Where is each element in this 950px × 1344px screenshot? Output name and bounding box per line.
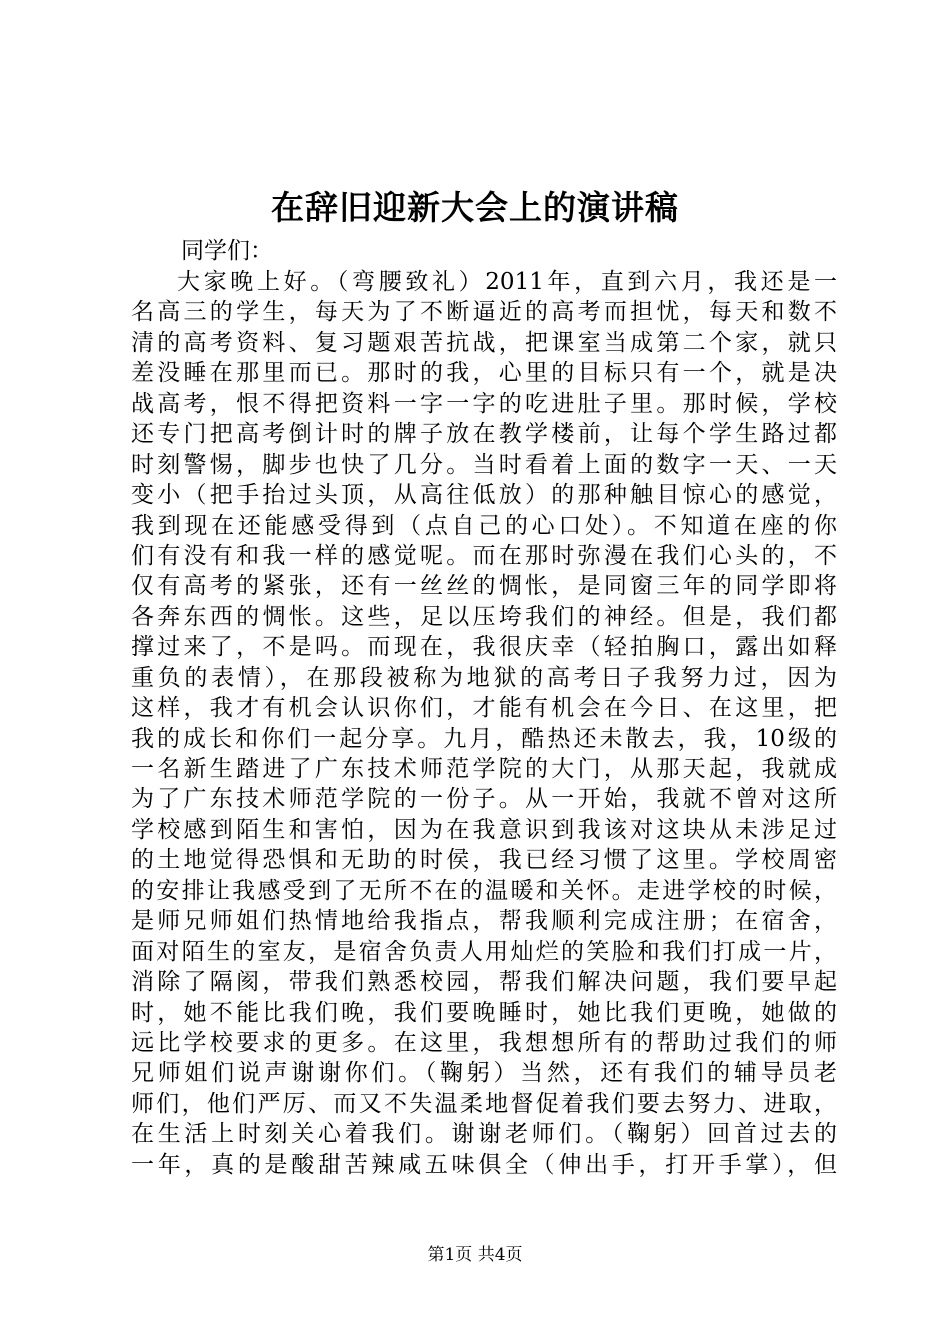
body-line: 差没睡在那里而已。那时的我，心里的目标只有一个，就是决 xyxy=(131,360,837,387)
body-line: 学校感到陌生和害怕，因为在我意识到我该对这块从未涉足过 xyxy=(131,816,837,843)
body-line: 各奔东西的惆怅。这些，足以压垮我们的神经。但是，我们都 xyxy=(131,603,837,630)
body-line: 时刻警惕，脚步也快了几分。当时看着上面的数字一天、一天 xyxy=(131,451,837,478)
body-line: 师们，他们严厉、而又不失温柔地督促着我们要去努力、进取， xyxy=(131,1090,837,1117)
salutation: 同学们： xyxy=(181,238,273,264)
body-line: 的土地觉得恐惧和无助的时侯，我已经习惯了这里。学校周密 xyxy=(131,847,837,874)
body-line: 消除了隔阂，带我们熟悉校园，帮我们解决问题，我们要早起 xyxy=(131,969,837,996)
body-line: 在生活上时刻关心着我们。谢谢老师们。（鞠躬）回首过去的 xyxy=(131,1121,837,1148)
body-line: 的安排让我感受到了无所不在的温暖和关怀。走进学校的时候， xyxy=(131,877,837,904)
body-line: 我的成长和你们一起分享。九月，酷热还未散去，我，10级的 xyxy=(131,725,837,752)
body-line: 一名新生踏进了广东技术师范学院的大门，从那天起，我就成 xyxy=(131,756,837,782)
body-line: 战高考，恨不得把资料一字一字的吃进肚子里。那时候，学校 xyxy=(131,390,837,417)
body-line: 名高三的学生，每天为了不断逼近的高考而担忧，每天和数不 xyxy=(131,299,837,326)
body-line: 我到现在还能感受得到（点自己的心口处）。不知道在座的你 xyxy=(131,512,837,539)
body-line: 仅有高考的紧张，还有一丝丝的惆怅，是同窗三年的同学即将 xyxy=(131,573,837,600)
body-line: 一年，真的是酸甜苦辣咸五味俱全（伸出手，打开手掌），但 xyxy=(131,1151,837,1178)
body-line: 这样，我才有机会认识你们，才能有机会在今日、在这里，把 xyxy=(131,695,837,722)
body-line: 是师兄师姐们热情地给我指点，帮我顺利完成注册；在宿舍， xyxy=(131,908,837,935)
body-line: 撑过来了，不是吗。而现在，我很庆幸（轻拍胸口，露出如释 xyxy=(131,634,837,661)
body-line: 为了广东技术师范学院的一份子。从一开始，我就不曾对这所 xyxy=(131,786,837,813)
speech-body xyxy=(131,267,837,1180)
body-line: 们有没有和我一样的感觉呢。而在那时弥漫在我们心头的，不 xyxy=(131,542,837,569)
body-line: 还专门把高考倒计时的牌子放在教学楼前，让每个学生路过都 xyxy=(131,421,837,448)
body-line: 时，她不能比我们晚，我们要晚睡时，她比我们更晚，她做的 xyxy=(131,999,837,1026)
body-line: 远比学校要求的更多。在这里，我想想所有的帮助过我们的师 xyxy=(131,1029,837,1056)
body-line: 重负的表情），在那段被称为地狱的高考日子我努力过，因为 xyxy=(131,664,837,691)
body-line: 变小（把手抬过头顶，从高往低放）的那种触目惊心的感觉， xyxy=(131,482,837,509)
page-footer: 第1页 共4页 xyxy=(427,1245,523,1265)
body-line: 面对陌生的室友，是宿舍负责人用灿烂的笑脸和我们打成一片， xyxy=(131,938,837,965)
body-line: 清的高考资料、复习题艰苦抗战，把课室当成第二个家，就只 xyxy=(131,329,837,356)
body-line: 兄师姐们说声谢谢你们。（鞠躬）当然，还有我们的辅导员老 xyxy=(131,1060,837,1087)
page-title: 在辞旧迎新大会上的演讲稿 xyxy=(271,188,679,227)
body-line: 大家晚上好。（弯腰致礼）2011年，直到六月，我还是一 xyxy=(177,269,837,295)
